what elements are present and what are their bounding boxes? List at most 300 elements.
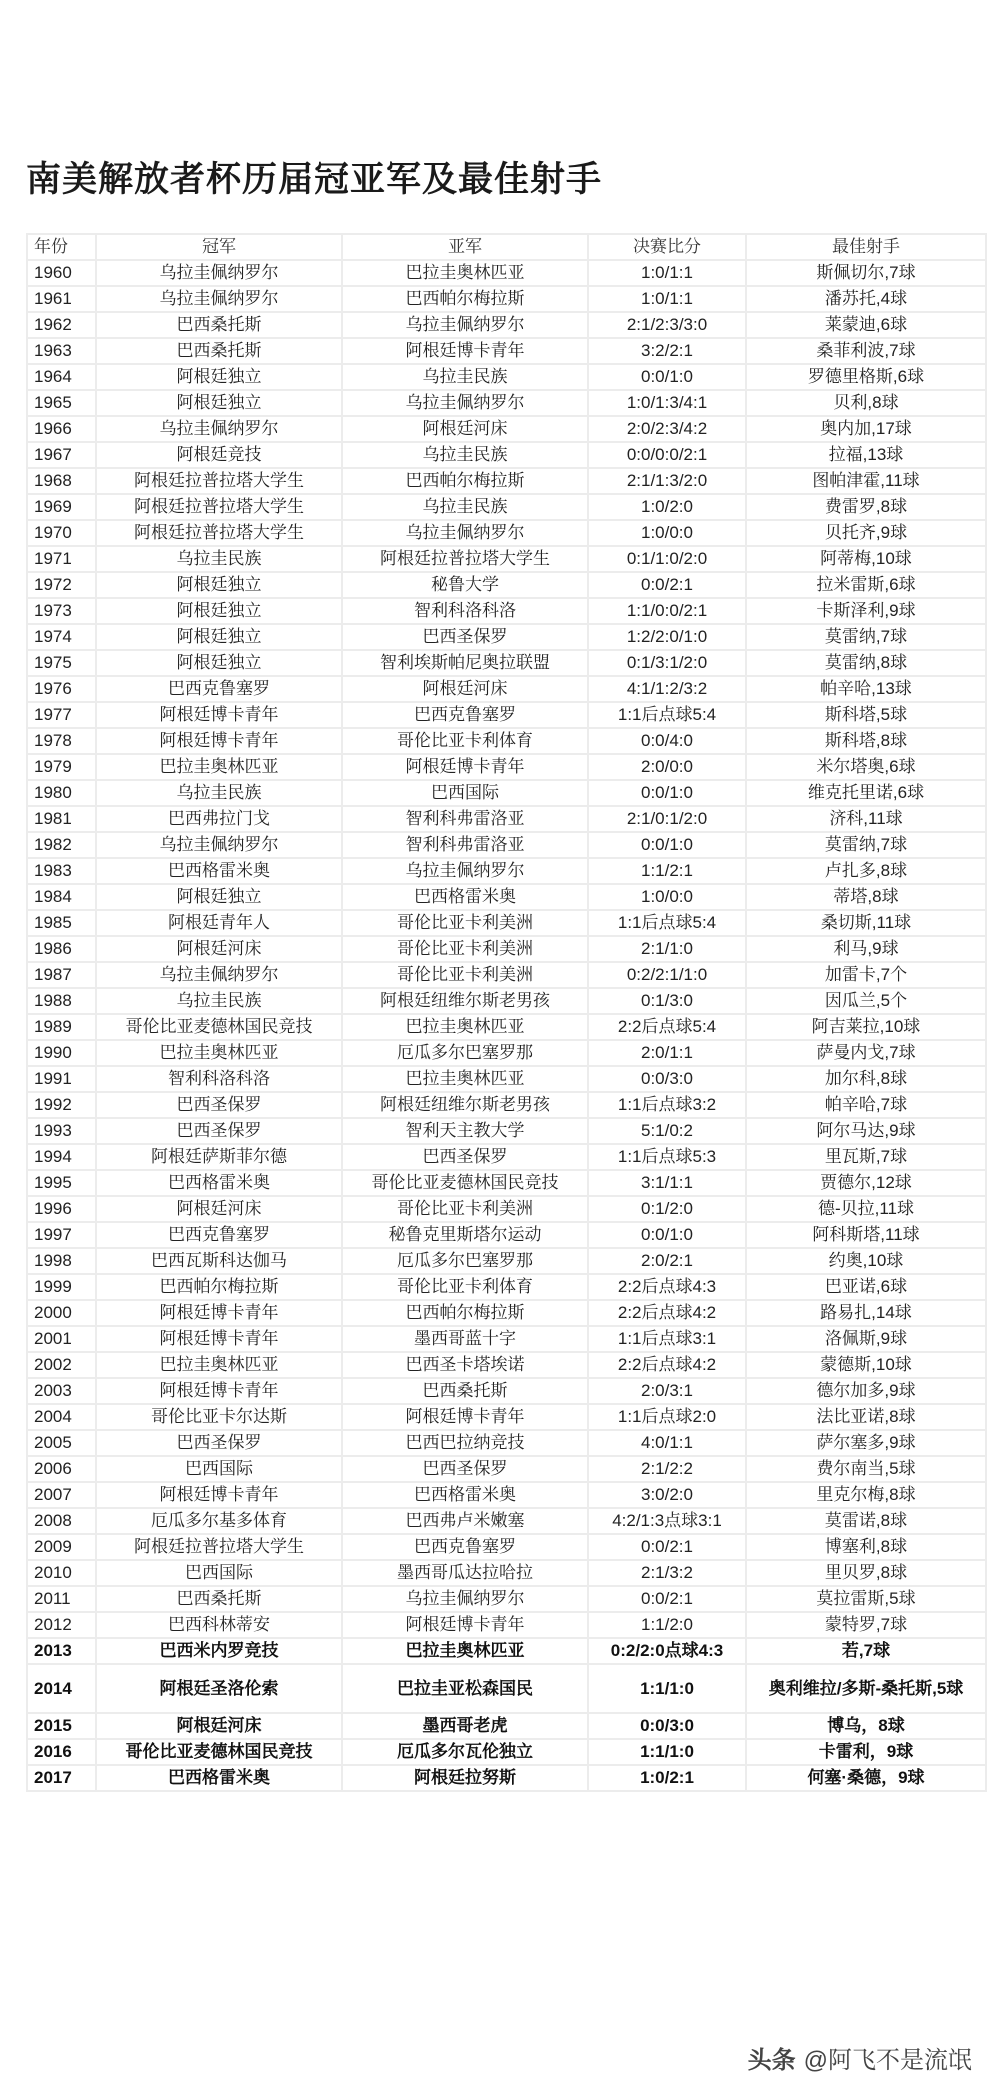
cell-runner-up: 乌拉圭佩纳罗尔 bbox=[342, 312, 588, 338]
cell-year: 1991 bbox=[27, 1066, 96, 1092]
cell-runner-up: 巴西国际 bbox=[342, 780, 588, 806]
cell-final-score: 1:0/1:3/4:1 bbox=[588, 390, 746, 416]
champions-table bbox=[26, 233, 987, 1792]
cell-year: 2006 bbox=[27, 1456, 96, 1482]
table-row bbox=[27, 1014, 986, 1040]
cell-final-score: 0:0/2:1 bbox=[588, 1586, 746, 1612]
cell-year: 1978 bbox=[27, 728, 96, 754]
table-row bbox=[27, 884, 986, 910]
cell-top-scorer: 桑切斯,11球 bbox=[746, 910, 986, 936]
header-champion: 冠军 bbox=[96, 234, 342, 260]
cell-champion: 巴西格雷米奥 bbox=[96, 1170, 342, 1196]
cell-year: 1984 bbox=[27, 884, 96, 910]
cell-top-scorer: 贝利,8球 bbox=[746, 390, 986, 416]
cell-runner-up: 乌拉圭佩纳罗尔 bbox=[342, 390, 588, 416]
table-header-row bbox=[27, 234, 986, 260]
table-row bbox=[27, 1300, 986, 1326]
cell-top-scorer: 桑菲利波,7球 bbox=[746, 338, 986, 364]
cell-year: 2013 bbox=[27, 1638, 96, 1664]
cell-top-scorer: 加尔科,8球 bbox=[746, 1066, 986, 1092]
cell-final-score: 2:0/0:0 bbox=[588, 754, 746, 780]
cell-final-score: 2:2后点球5:4 bbox=[588, 1014, 746, 1040]
cell-final-score: 0:1/2:0 bbox=[588, 1196, 746, 1222]
cell-runner-up: 阿根廷博卡青年 bbox=[342, 338, 588, 364]
cell-runner-up: 巴拉圭奥林匹亚 bbox=[342, 1066, 588, 1092]
table-row bbox=[27, 1066, 986, 1092]
table-row bbox=[27, 754, 986, 780]
toutiao-logo: 头条 bbox=[747, 2047, 796, 2074]
cell-final-score: 0:1/3:1/2:0 bbox=[588, 650, 746, 676]
cell-year: 1968 bbox=[27, 468, 96, 494]
cell-final-score: 5:1/0:2 bbox=[588, 1118, 746, 1144]
cell-top-scorer: 贾德尔,12球 bbox=[746, 1170, 986, 1196]
cell-top-scorer: 约奥,10球 bbox=[746, 1248, 986, 1274]
cell-top-scorer: 斯科塔,5球 bbox=[746, 702, 986, 728]
page-title: 南美解放者杯历届冠亚军及最佳射手 bbox=[26, 160, 603, 199]
table-row bbox=[27, 936, 986, 962]
cell-champion: 巴西格雷米奥 bbox=[96, 1765, 342, 1791]
cell-final-score: 0:0/1:0 bbox=[588, 780, 746, 806]
cell-champion: 哥伦比亚麦德林国民竞技 bbox=[96, 1739, 342, 1765]
cell-year: 1985 bbox=[27, 910, 96, 936]
table-row bbox=[27, 1713, 986, 1739]
cell-year: 1971 bbox=[27, 546, 96, 572]
cell-year: 2016 bbox=[27, 1739, 96, 1765]
watermark bbox=[748, 2040, 972, 2075]
cell-year: 1993 bbox=[27, 1118, 96, 1144]
cell-top-scorer: 卡雷利，9球 bbox=[746, 1739, 986, 1765]
cell-champion: 阿根廷独立 bbox=[96, 624, 342, 650]
cell-top-scorer: 阿尔马达,9球 bbox=[746, 1118, 986, 1144]
cell-final-score: 3:1/1:1 bbox=[588, 1170, 746, 1196]
cell-final-score: 0:0/1:0 bbox=[588, 832, 746, 858]
cell-year: 1967 bbox=[27, 442, 96, 468]
cell-runner-up: 阿根廷博卡青年 bbox=[342, 1404, 588, 1430]
cell-year: 1979 bbox=[27, 754, 96, 780]
cell-year: 1961 bbox=[27, 286, 96, 312]
cell-runner-up: 阿根廷博卡青年 bbox=[342, 754, 588, 780]
cell-final-score: 4:2/1:3点球3:1 bbox=[588, 1508, 746, 1534]
cell-year: 1997 bbox=[27, 1222, 96, 1248]
cell-final-score: 1:1/0:0/2:1 bbox=[588, 598, 746, 624]
cell-champion: 乌拉圭佩纳罗尔 bbox=[96, 962, 342, 988]
cell-year: 2012 bbox=[27, 1612, 96, 1638]
cell-year: 2000 bbox=[27, 1300, 96, 1326]
cell-top-scorer: 法比亚诺,8球 bbox=[746, 1404, 986, 1430]
cell-year: 1986 bbox=[27, 936, 96, 962]
table-row bbox=[27, 988, 986, 1014]
table-row bbox=[27, 442, 986, 468]
cell-champion: 乌拉圭民族 bbox=[96, 780, 342, 806]
cell-runner-up: 乌拉圭佩纳罗尔 bbox=[342, 520, 588, 546]
cell-top-scorer: 帕辛哈,7球 bbox=[746, 1092, 986, 1118]
cell-final-score: 2:1/1:0 bbox=[588, 936, 746, 962]
cell-champion: 阿根廷博卡青年 bbox=[96, 1378, 342, 1404]
cell-runner-up: 阿根廷河床 bbox=[342, 676, 588, 702]
cell-year: 2001 bbox=[27, 1326, 96, 1352]
cell-runner-up: 阿根廷河床 bbox=[342, 416, 588, 442]
cell-year: 2005 bbox=[27, 1430, 96, 1456]
cell-top-scorer: 因瓜兰,5个 bbox=[746, 988, 986, 1014]
cell-final-score: 0:2/2:0点球4:3 bbox=[588, 1638, 746, 1664]
header-final-score: 决赛比分 bbox=[588, 234, 746, 260]
cell-year: 1974 bbox=[27, 624, 96, 650]
cell-runner-up: 墨西哥老虎 bbox=[342, 1713, 588, 1739]
cell-champion: 哥伦比亚卡尔达斯 bbox=[96, 1404, 342, 1430]
cell-runner-up: 巴西弗卢米嫩塞 bbox=[342, 1508, 588, 1534]
cell-final-score: 4:1/1:2/3:2 bbox=[588, 676, 746, 702]
cell-champion: 阿根廷拉普拉塔大学生 bbox=[96, 1534, 342, 1560]
cell-champion: 巴西帕尔梅拉斯 bbox=[96, 1274, 342, 1300]
cell-final-score: 1:1/2:0 bbox=[588, 1612, 746, 1638]
table-row bbox=[27, 1170, 986, 1196]
cell-top-scorer: 阿蒂梅,10球 bbox=[746, 546, 986, 572]
table-row bbox=[27, 286, 986, 312]
cell-champion: 阿根廷博卡青年 bbox=[96, 1482, 342, 1508]
cell-year: 2008 bbox=[27, 1508, 96, 1534]
cell-runner-up: 智利科弗雷洛亚 bbox=[342, 832, 588, 858]
cell-champion: 哥伦比亚麦德林国民竞技 bbox=[96, 1014, 342, 1040]
cell-champion: 巴西圣保罗 bbox=[96, 1118, 342, 1144]
cell-top-scorer: 博塞利,8球 bbox=[746, 1534, 986, 1560]
cell-champion: 巴西弗拉门戈 bbox=[96, 806, 342, 832]
cell-year: 2003 bbox=[27, 1378, 96, 1404]
cell-top-scorer: 图帕津霍,11球 bbox=[746, 468, 986, 494]
cell-champion: 乌拉圭佩纳罗尔 bbox=[96, 260, 342, 286]
cell-top-scorer: 奥利维拉/多斯-桑托斯,5球 bbox=[746, 1664, 986, 1713]
cell-year: 1983 bbox=[27, 858, 96, 884]
cell-final-score: 1:0/0:0 bbox=[588, 520, 746, 546]
cell-runner-up: 墨西哥蓝十字 bbox=[342, 1326, 588, 1352]
cell-runner-up: 阿根廷纽维尔斯老男孩 bbox=[342, 1092, 588, 1118]
cell-champion: 阿根廷独立 bbox=[96, 598, 342, 624]
cell-top-scorer: 德尔加多,9球 bbox=[746, 1378, 986, 1404]
table-row bbox=[27, 364, 986, 390]
cell-top-scorer: 洛佩斯,9球 bbox=[746, 1326, 986, 1352]
table-row bbox=[27, 1508, 986, 1534]
table-row bbox=[27, 832, 986, 858]
table-row bbox=[27, 780, 986, 806]
cell-top-scorer: 里瓦斯,7球 bbox=[746, 1144, 986, 1170]
cell-champion: 阿根廷河床 bbox=[96, 1713, 342, 1739]
cell-final-score: 2:2后点球4:2 bbox=[588, 1352, 746, 1378]
cell-year: 1987 bbox=[27, 962, 96, 988]
cell-champion: 巴西桑托斯 bbox=[96, 312, 342, 338]
cell-top-scorer: 利马,9球 bbox=[746, 936, 986, 962]
cell-top-scorer: 卡斯泽利,9球 bbox=[746, 598, 986, 624]
cell-runner-up: 巴西圣保罗 bbox=[342, 1144, 588, 1170]
cell-year: 1975 bbox=[27, 650, 96, 676]
cell-final-score: 0:0/1:0 bbox=[588, 364, 746, 390]
cell-champion: 巴西桑托斯 bbox=[96, 338, 342, 364]
cell-final-score: 1:1/1:0 bbox=[588, 1739, 746, 1765]
cell-top-scorer: 若,7球 bbox=[746, 1638, 986, 1664]
cell-year: 1964 bbox=[27, 364, 96, 390]
cell-runner-up: 巴西格雷米奥 bbox=[342, 884, 588, 910]
cell-champion: 巴西科林蒂安 bbox=[96, 1612, 342, 1638]
cell-champion: 乌拉圭民族 bbox=[96, 546, 342, 572]
table-row bbox=[27, 1534, 986, 1560]
table-row bbox=[27, 910, 986, 936]
cell-year: 1970 bbox=[27, 520, 96, 546]
cell-champion: 智利科洛科洛 bbox=[96, 1066, 342, 1092]
cell-top-scorer: 莫雷诺,8球 bbox=[746, 1508, 986, 1534]
cell-top-scorer: 巴亚诺,6球 bbox=[746, 1274, 986, 1300]
table-row bbox=[27, 390, 986, 416]
cell-top-scorer: 贝托齐,9球 bbox=[746, 520, 986, 546]
cell-final-score: 3:2/2:1 bbox=[588, 338, 746, 364]
cell-runner-up: 巴西圣卡塔埃诺 bbox=[342, 1352, 588, 1378]
cell-top-scorer: 米尔塔奥,6球 bbox=[746, 754, 986, 780]
cell-top-scorer: 莱蒙迪,6球 bbox=[746, 312, 986, 338]
cell-final-score: 0:1/1:0/2:0 bbox=[588, 546, 746, 572]
cell-final-score: 1:0/1:1 bbox=[588, 260, 746, 286]
cell-champion: 巴西桑托斯 bbox=[96, 1586, 342, 1612]
cell-final-score: 1:1后点球3:2 bbox=[588, 1092, 746, 1118]
cell-top-scorer: 斯佩切尔,7球 bbox=[746, 260, 986, 286]
cell-runner-up: 阿根廷纽维尔斯老男孩 bbox=[342, 988, 588, 1014]
cell-final-score: 2:1/0:1/2:0 bbox=[588, 806, 746, 832]
cell-top-scorer: 何塞·桑德，9球 bbox=[746, 1765, 986, 1791]
table-row bbox=[27, 676, 986, 702]
cell-runner-up: 巴西克鲁塞罗 bbox=[342, 1534, 588, 1560]
cell-year: 2004 bbox=[27, 1404, 96, 1430]
cell-champion: 巴西圣保罗 bbox=[96, 1092, 342, 1118]
cell-final-score: 3:0/2:0 bbox=[588, 1482, 746, 1508]
table-row bbox=[27, 1739, 986, 1765]
cell-champion: 阿根廷拉普拉塔大学生 bbox=[96, 520, 342, 546]
table-row bbox=[27, 546, 986, 572]
cell-runner-up: 厄瓜多尔瓦伦独立 bbox=[342, 1739, 588, 1765]
cell-top-scorer: 里克尔梅,8球 bbox=[746, 1482, 986, 1508]
cell-runner-up: 巴拉圭奥林匹亚 bbox=[342, 1014, 588, 1040]
table-row bbox=[27, 598, 986, 624]
table-row bbox=[27, 494, 986, 520]
cell-runner-up: 乌拉圭民族 bbox=[342, 442, 588, 468]
cell-runner-up: 乌拉圭民族 bbox=[342, 364, 588, 390]
cell-runner-up: 墨西哥瓜达拉哈拉 bbox=[342, 1560, 588, 1586]
table-row bbox=[27, 624, 986, 650]
cell-runner-up: 智利科弗雷洛亚 bbox=[342, 806, 588, 832]
cell-runner-up: 乌拉圭民族 bbox=[342, 494, 588, 520]
table-row bbox=[27, 1222, 986, 1248]
cell-champion: 厄瓜多尔基多体育 bbox=[96, 1508, 342, 1534]
cell-champion: 巴西瓦斯科达伽马 bbox=[96, 1248, 342, 1274]
cell-runner-up: 哥伦比亚卡利美洲 bbox=[342, 936, 588, 962]
cell-final-score: 1:1/2:1 bbox=[588, 858, 746, 884]
cell-year: 1995 bbox=[27, 1170, 96, 1196]
cell-champion: 巴西国际 bbox=[96, 1560, 342, 1586]
cell-final-score: 2:2后点球4:2 bbox=[588, 1300, 746, 1326]
cell-final-score: 2:2后点球4:3 bbox=[588, 1274, 746, 1300]
table-row bbox=[27, 1430, 986, 1456]
cell-year: 2017 bbox=[27, 1765, 96, 1791]
cell-top-scorer: 拉福,13球 bbox=[746, 442, 986, 468]
cell-final-score: 1:1后点球2:0 bbox=[588, 1404, 746, 1430]
cell-top-scorer: 卢扎多,8球 bbox=[746, 858, 986, 884]
cell-final-score: 1:1后点球5:4 bbox=[588, 702, 746, 728]
table-row bbox=[27, 572, 986, 598]
table-row bbox=[27, 1456, 986, 1482]
cell-year: 1962 bbox=[27, 312, 96, 338]
cell-runner-up: 巴拉圭亚松森国民 bbox=[342, 1664, 588, 1713]
cell-champion: 巴西米内罗竞技 bbox=[96, 1638, 342, 1664]
cell-runner-up: 厄瓜多尔巴塞罗那 bbox=[342, 1040, 588, 1066]
cell-top-scorer: 蒙特罗,7球 bbox=[746, 1612, 986, 1638]
cell-final-score: 1:1/1:0 bbox=[588, 1664, 746, 1713]
cell-top-scorer: 蒂塔,8球 bbox=[746, 884, 986, 910]
cell-champion: 阿根廷独立 bbox=[96, 650, 342, 676]
table-row bbox=[27, 468, 986, 494]
cell-runner-up: 智利埃斯帕尼奥拉联盟 bbox=[342, 650, 588, 676]
cell-final-score: 1:2/2:0/1:0 bbox=[588, 624, 746, 650]
cell-runner-up: 巴西巴拉纳竞技 bbox=[342, 1430, 588, 1456]
cell-champion: 阿根廷独立 bbox=[96, 364, 342, 390]
cell-final-score: 0:0/2:1 bbox=[588, 572, 746, 598]
cell-final-score: 4:0/1:1 bbox=[588, 1430, 746, 1456]
cell-year: 2011 bbox=[27, 1586, 96, 1612]
table-row bbox=[27, 728, 986, 754]
cell-final-score: 0:1/3:0 bbox=[588, 988, 746, 1014]
cell-champion: 阿根廷独立 bbox=[96, 390, 342, 416]
cell-runner-up: 哥伦比亚卡利体育 bbox=[342, 728, 588, 754]
cell-top-scorer: 维克托里诺,6球 bbox=[746, 780, 986, 806]
cell-champion: 巴西圣保罗 bbox=[96, 1430, 342, 1456]
cell-runner-up: 秘鲁克里斯塔尔运动 bbox=[342, 1222, 588, 1248]
cell-final-score: 1:0/0:0 bbox=[588, 884, 746, 910]
cell-runner-up: 乌拉圭佩纳罗尔 bbox=[342, 1586, 588, 1612]
cell-runner-up: 哥伦比亚卡利美洲 bbox=[342, 1196, 588, 1222]
author-handle: @阿飞不是流氓 bbox=[803, 2047, 972, 2074]
table-row bbox=[27, 312, 986, 338]
cell-top-scorer: 潘苏托,4球 bbox=[746, 286, 986, 312]
cell-year: 1960 bbox=[27, 260, 96, 286]
cell-final-score: 0:0/3:0 bbox=[588, 1066, 746, 1092]
cell-champion: 阿根廷河床 bbox=[96, 1196, 342, 1222]
cell-year: 1980 bbox=[27, 780, 96, 806]
cell-final-score: 1:0/2:1 bbox=[588, 1765, 746, 1791]
cell-runner-up: 巴西格雷米奥 bbox=[342, 1482, 588, 1508]
cell-champion: 阿根廷竞技 bbox=[96, 442, 342, 468]
cell-runner-up: 巴西帕尔梅拉斯 bbox=[342, 1300, 588, 1326]
cell-year: 1990 bbox=[27, 1040, 96, 1066]
table-row bbox=[27, 806, 986, 832]
cell-top-scorer: 莫雷纳,7球 bbox=[746, 624, 986, 650]
cell-final-score: 2:0/1:1 bbox=[588, 1040, 746, 1066]
cell-top-scorer: 莫拉雷斯,5球 bbox=[746, 1586, 986, 1612]
cell-top-scorer: 济科,11球 bbox=[746, 806, 986, 832]
table-row bbox=[27, 1248, 986, 1274]
cell-top-scorer: 加雷卡,7个 bbox=[746, 962, 986, 988]
cell-champion: 阿根廷萨斯菲尔德 bbox=[96, 1144, 342, 1170]
header-runner-up: 亚军 bbox=[342, 234, 588, 260]
table-row bbox=[27, 1378, 986, 1404]
table-body bbox=[27, 260, 986, 1791]
cell-runner-up: 巴拉圭奥林匹亚 bbox=[342, 260, 588, 286]
cell-champion: 巴西克鲁塞罗 bbox=[96, 1222, 342, 1248]
table-row bbox=[27, 702, 986, 728]
cell-final-score: 2:1/2:3/3:0 bbox=[588, 312, 746, 338]
cell-runner-up: 哥伦比亚卡利美洲 bbox=[342, 962, 588, 988]
table-row bbox=[27, 416, 986, 442]
cell-year: 1972 bbox=[27, 572, 96, 598]
table-row bbox=[27, 1638, 986, 1664]
cell-final-score: 0:0/1:0 bbox=[588, 1222, 746, 1248]
cell-champion: 乌拉圭佩纳罗尔 bbox=[96, 286, 342, 312]
cell-runner-up: 巴西圣保罗 bbox=[342, 1456, 588, 1482]
cell-champion: 阿根廷河床 bbox=[96, 936, 342, 962]
table-row bbox=[27, 1040, 986, 1066]
table-row bbox=[27, 1765, 986, 1791]
cell-year: 1989 bbox=[27, 1014, 96, 1040]
table-row bbox=[27, 1612, 986, 1638]
cell-year: 1973 bbox=[27, 598, 96, 624]
cell-runner-up: 阿根廷博卡青年 bbox=[342, 1612, 588, 1638]
cell-final-score: 2:1/1:3/2:0 bbox=[588, 468, 746, 494]
cell-champion: 乌拉圭佩纳罗尔 bbox=[96, 416, 342, 442]
cell-top-scorer: 博乌，8球 bbox=[746, 1713, 986, 1739]
cell-champion: 巴拉圭奥林匹亚 bbox=[96, 1352, 342, 1378]
cell-final-score: 2:0/2:3/4:2 bbox=[588, 416, 746, 442]
cell-final-score: 0:0/4:0 bbox=[588, 728, 746, 754]
cell-final-score: 0:0/0:0/2:1 bbox=[588, 442, 746, 468]
cell-top-scorer: 萨曼内戈,7球 bbox=[746, 1040, 986, 1066]
cell-top-scorer: 路易扎,14球 bbox=[746, 1300, 986, 1326]
table-row bbox=[27, 1092, 986, 1118]
cell-year: 2002 bbox=[27, 1352, 96, 1378]
cell-final-score: 1:1后点球5:3 bbox=[588, 1144, 746, 1170]
cell-champion: 阿根廷博卡青年 bbox=[96, 702, 342, 728]
cell-year: 1992 bbox=[27, 1092, 96, 1118]
table-row bbox=[27, 338, 986, 364]
table-row bbox=[27, 1326, 986, 1352]
cell-champion: 巴西格雷米奥 bbox=[96, 858, 342, 884]
cell-top-scorer: 里贝罗,8球 bbox=[746, 1560, 986, 1586]
cell-top-scorer: 拉米雷斯,6球 bbox=[746, 572, 986, 598]
cell-final-score: 1:0/1:1 bbox=[588, 286, 746, 312]
cell-year: 2010 bbox=[27, 1560, 96, 1586]
cell-runner-up: 哥伦比亚卡利体育 bbox=[342, 1274, 588, 1300]
cell-year: 1963 bbox=[27, 338, 96, 364]
cell-final-score: 0:0/3:0 bbox=[588, 1713, 746, 1739]
cell-year: 1996 bbox=[27, 1196, 96, 1222]
cell-top-scorer: 蒙德斯,10球 bbox=[746, 1352, 986, 1378]
cell-runner-up: 乌拉圭佩纳罗尔 bbox=[342, 858, 588, 884]
cell-champion: 巴西国际 bbox=[96, 1456, 342, 1482]
cell-year: 1969 bbox=[27, 494, 96, 520]
cell-final-score: 2:0/3:1 bbox=[588, 1378, 746, 1404]
cell-champion: 阿根廷拉普拉塔大学生 bbox=[96, 494, 342, 520]
cell-final-score: 1:1后点球5:4 bbox=[588, 910, 746, 936]
cell-year: 1999 bbox=[27, 1274, 96, 1300]
cell-champion: 阿根廷博卡青年 bbox=[96, 1300, 342, 1326]
cell-year: 1977 bbox=[27, 702, 96, 728]
cell-top-scorer: 帕辛哈,13球 bbox=[746, 676, 986, 702]
cell-final-score: 2:1/2:2 bbox=[588, 1456, 746, 1482]
cell-runner-up: 阿根廷拉普拉塔大学生 bbox=[342, 546, 588, 572]
cell-final-score: 2:0/2:1 bbox=[588, 1248, 746, 1274]
table-row bbox=[27, 1404, 986, 1430]
cell-champion: 阿根廷青年人 bbox=[96, 910, 342, 936]
cell-top-scorer: 阿科斯塔,11球 bbox=[746, 1222, 986, 1248]
cell-year: 1965 bbox=[27, 390, 96, 416]
cell-runner-up: 厄瓜多尔巴塞罗那 bbox=[342, 1248, 588, 1274]
cell-year: 2007 bbox=[27, 1482, 96, 1508]
cell-runner-up: 智利科洛科洛 bbox=[342, 598, 588, 624]
cell-champion: 乌拉圭佩纳罗尔 bbox=[96, 832, 342, 858]
cell-champion: 阿根廷博卡青年 bbox=[96, 728, 342, 754]
cell-champion: 乌拉圭民族 bbox=[96, 988, 342, 1014]
